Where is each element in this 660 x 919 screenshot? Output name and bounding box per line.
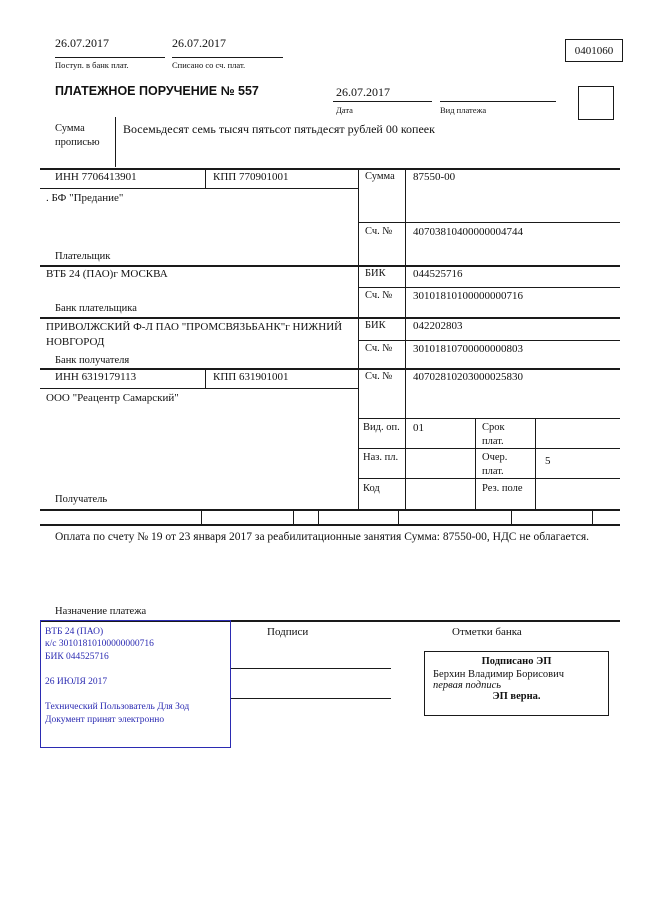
signature-line	[231, 668, 391, 669]
payer-name: . БФ "Предание"	[46, 192, 124, 204]
payer-account-label: Сч. №	[365, 226, 393, 237]
stamp-date: 26 ИЮЛЯ 2017	[45, 677, 108, 688]
stamp-corr-account: к/с 30101810100000000716	[45, 639, 154, 650]
divider	[440, 101, 556, 102]
ep-signer-name: Берхин Владимир Борисович	[433, 669, 564, 680]
debited-caption: Списано со сч. плат.	[172, 60, 246, 70]
bank-electronic-stamp	[40, 620, 231, 748]
payee-bank-account-value: 30101810700000000803	[413, 343, 523, 355]
table-border	[318, 509, 319, 524]
table-border	[201, 509, 202, 524]
payer-label: Плательщик	[55, 251, 111, 262]
document-title: ПЛАТЕЖНОЕ ПОРУЧЕНИЕ № 557	[55, 84, 259, 98]
stamp-bank-name: ВТБ 24 (ПАО)	[45, 627, 104, 637]
payer-bank-bik-label: БИК	[365, 268, 386, 279]
form-code-box: 0401060	[565, 39, 623, 62]
table-border	[40, 388, 358, 389]
vid-op-label: Вид. оп.	[363, 422, 400, 433]
table-border	[592, 509, 593, 524]
payee-bank-account-label: Сч. №	[365, 343, 393, 354]
table-border	[40, 368, 620, 370]
amount-words-label: Сумма прописью	[55, 123, 100, 148]
table-border	[398, 509, 399, 524]
divider	[55, 57, 165, 58]
payee-bank-label: Банк получателя	[55, 355, 130, 366]
bank-marks-title: Отметки банка	[452, 626, 522, 638]
payer-kpp: КПП 770901001	[213, 171, 289, 183]
stamp-note: Документ принят электронно	[45, 714, 165, 725]
payer-bank-name: ВТБ 24 (ПАО)г МОСКВА	[46, 268, 168, 280]
debited-date: 26.07.2017	[172, 36, 226, 50]
payer-inn: ИНН 7706413901	[55, 171, 137, 183]
table-border	[40, 265, 620, 267]
payer-account-value: 40703810400000004744	[413, 226, 523, 238]
table-border	[40, 317, 620, 319]
table-border	[358, 418, 620, 419]
ep-verified: ЭП верна.	[492, 691, 541, 702]
received-in-bank-caption: Поступ. в банк плат.	[55, 60, 129, 70]
table-border	[40, 188, 358, 189]
table-border	[358, 340, 620, 341]
rez-pole-label: Рез. поле	[482, 483, 523, 494]
amount-words-value: Восемьдесят семь тысяч пятьсот пятьдесят рублей 00 копеек	[123, 122, 435, 136]
table-border	[358, 222, 620, 223]
payee-account-label: Сч. №	[365, 371, 393, 382]
table-border	[358, 287, 620, 288]
table-border	[205, 368, 206, 388]
ep-title: Подписано ЭП	[481, 656, 552, 667]
payee-bank-name: ПРИВОЛЖСКИЙ Ф-Л ПАО "ПРОМСВЯЗЬБАНК"г НИЖНИЙ НОВГОРОД	[46, 321, 343, 348]
payee-bank-bik-label: БИК	[365, 320, 386, 331]
signature-line	[231, 698, 391, 699]
payer-bank-bik-value: 044525716	[413, 268, 463, 280]
table-border	[40, 524, 620, 526]
payment-kind-box	[578, 86, 614, 120]
payment-kind-caption: Вид платежа	[440, 105, 487, 115]
sum-label: Сумма	[365, 171, 395, 182]
table-border	[511, 509, 512, 524]
srok-plat-label: Срок плат.	[482, 422, 505, 448]
electronic-signature-stamp	[424, 651, 609, 716]
divider	[333, 101, 432, 102]
payee-account-value: 40702810203000025830	[413, 371, 523, 383]
sum-value: 87550-00	[413, 171, 456, 183]
payee-bank-bik-value: 042202803	[413, 320, 463, 332]
table-border	[358, 168, 359, 509]
payment-purpose-text: Оплата по счету № 19 от 23 января 2017 за реабилитационные занятия Сумма: 87550-00, НДС не облагается.	[55, 531, 590, 543]
divider	[115, 117, 116, 167]
table-border	[405, 168, 406, 509]
payment-purpose-label: Назначение платежа	[55, 606, 147, 617]
signatures-title: Подписи	[267, 626, 309, 638]
table-border	[535, 418, 536, 509]
table-border	[475, 418, 476, 509]
payee-label: Получатель	[55, 494, 108, 505]
payer-bank-account-label: Сч. №	[365, 290, 393, 301]
table-border	[205, 168, 206, 188]
document-date: 26.07.2017	[336, 85, 390, 99]
ep-signer-role: первая подпись	[433, 680, 502, 691]
payer-bank-label: Банк плательщика	[55, 303, 137, 314]
divider	[172, 57, 283, 58]
ocher-plat-label: Очер. плат.	[482, 452, 508, 478]
date-caption: Дата	[336, 105, 353, 115]
payee-inn: ИНН 6319179113	[55, 371, 137, 383]
payee-name: ООО "Реацентр Самарский"	[46, 392, 179, 404]
stamp-user: Технический Пользователь Для Зод	[45, 702, 190, 713]
ocher-plat-value: 5	[545, 455, 551, 467]
payer-bank-account-value: 30101810100000000716	[413, 290, 523, 302]
kod-label: Код	[363, 483, 380, 494]
table-border	[40, 168, 620, 170]
naz-pl-label: Наз. пл.	[363, 452, 399, 463]
payee-kpp: КПП 631901001	[213, 371, 289, 383]
stamp-bik: БИК 044525716	[45, 651, 109, 662]
table-border	[40, 509, 620, 511]
vid-op-value: 01	[413, 422, 424, 434]
table-border	[293, 509, 294, 524]
received-in-bank-date: 26.07.2017	[55, 36, 109, 50]
